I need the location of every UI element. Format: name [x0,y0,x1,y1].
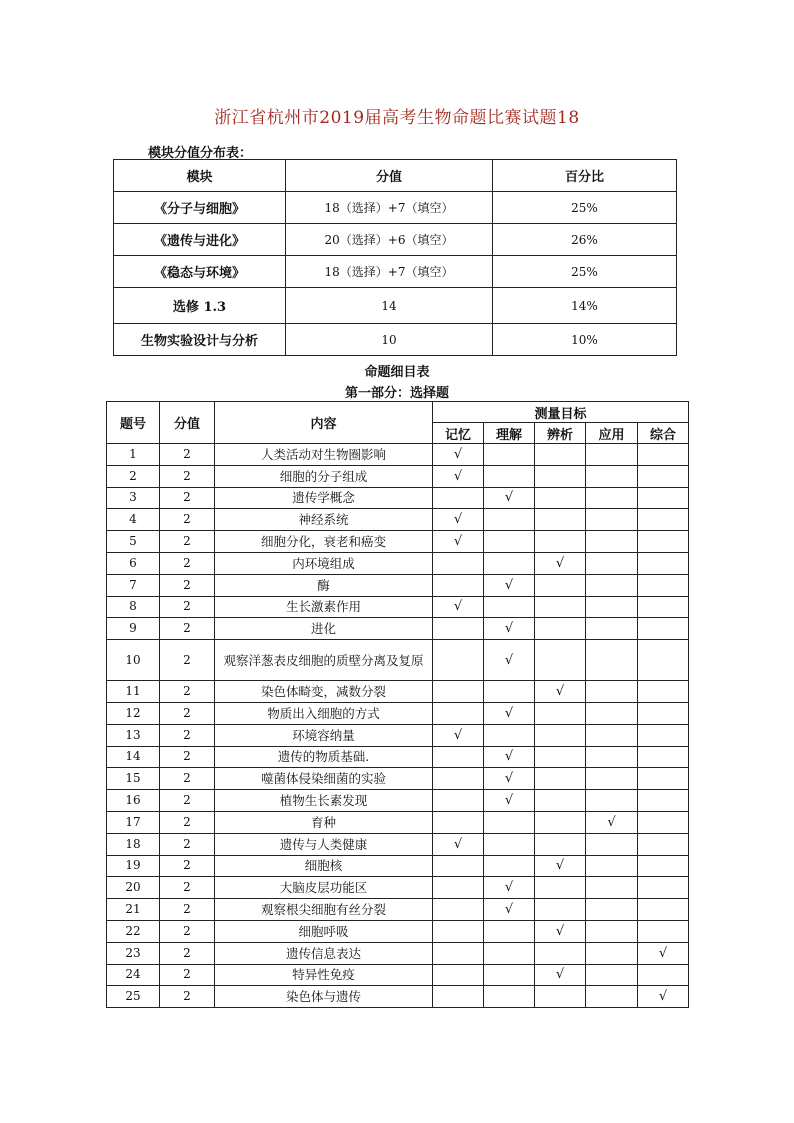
header-content: 内容 [215,402,433,444]
target-cell [638,942,689,964]
check-mark-icon: √ [453,836,463,852]
target-cell [433,724,484,746]
target-cell [535,833,586,855]
question-number-cell: 18 [107,833,160,855]
content-cell: 酶 [215,574,433,596]
target-cell [484,833,535,855]
target-cell [433,531,484,553]
question-number-cell: 10 [107,640,160,681]
table-row [107,596,689,618]
target-cell [433,509,484,531]
header-score: 分值 [160,402,215,444]
content-cell: 遗传学概念 [215,487,433,509]
target-cell [535,531,586,553]
target-cell [535,487,586,509]
target-cell [484,724,535,746]
check-mark-icon: √ [453,727,463,743]
target-cell [433,618,484,640]
table-row [107,942,689,964]
target-cell [433,574,484,596]
header-target-cell: 应用 [586,423,638,444]
module-name-cell: 《稳态与环境》 [114,256,286,288]
module-percent-cell: 14% [493,288,677,324]
target-cell [484,855,535,877]
score-cell: 2 [160,552,215,574]
target-cell [586,509,638,531]
question-number-cell: 17 [107,811,160,833]
question-number-cell: 9 [107,618,160,640]
module-score-cell: 14 [286,288,493,324]
target-cell [484,986,535,1008]
check-mark-icon: √ [504,621,514,637]
target-cell [586,640,638,681]
target-cell [433,920,484,942]
target-cell [433,596,484,618]
target-cell [535,640,586,681]
target-cell [535,899,586,921]
detail-table-title: 命题细目表 [364,365,430,380]
target-cell [638,487,689,509]
target-cell [433,877,484,899]
target-cell [586,618,638,640]
check-mark-icon: √ [555,858,565,874]
target-cell [586,833,638,855]
table-row [107,877,689,899]
target-cell [638,964,689,986]
score-cell: 2 [160,702,215,724]
target-cell [433,942,484,964]
header-target-cell: 记忆 [433,423,484,444]
score-cell: 2 [160,640,215,681]
target-cell [586,877,638,899]
score-cell: 2 [160,618,215,640]
question-number-cell: 1 [107,444,160,466]
target-cell [638,465,689,487]
target-cell [638,702,689,724]
table-row [107,702,689,724]
target-cell [484,877,535,899]
table-row [107,986,689,1008]
score-cell: 2 [160,964,215,986]
target-cell [433,986,484,1008]
target-cell [638,855,689,877]
check-mark-icon: √ [555,555,565,571]
target-cell [535,681,586,703]
question-number-cell: 15 [107,768,160,790]
score-cell: 2 [160,855,215,877]
content-cell: 遗传与人类健康 [215,833,433,855]
question-number-cell: 11 [107,681,160,703]
table-row [107,724,689,746]
check-mark-icon: √ [453,512,463,528]
module-row [114,288,677,324]
table-row [107,964,689,986]
target-cell [535,942,586,964]
target-cell [535,465,586,487]
target-cell [535,618,586,640]
target-cell [433,811,484,833]
target-cell [433,552,484,574]
check-mark-icon: √ [658,989,668,1005]
question-number-cell: 20 [107,877,160,899]
target-cell [586,790,638,812]
target-cell [433,768,484,790]
score-cell: 2 [160,531,215,553]
detail-header-row [107,402,689,423]
question-number-cell: 21 [107,899,160,921]
question-detail-table [106,401,689,1008]
question-number-cell: 2 [107,465,160,487]
target-cell [484,920,535,942]
question-number-cell: 5 [107,531,160,553]
table-row [107,531,689,553]
question-number-cell: 7 [107,574,160,596]
target-cell [535,877,586,899]
target-cell [586,811,638,833]
target-cell [638,833,689,855]
check-mark-icon: √ [555,923,565,939]
target-cell [535,746,586,768]
module-name-cell: 生物实验设计与分析 [114,324,286,356]
check-mark-icon: √ [504,771,514,787]
document-title: 浙江省杭州市2019届高考生物命题比赛试题18 [214,108,580,128]
check-mark-icon: √ [504,880,514,896]
check-mark-icon: √ [453,446,463,462]
target-cell [586,444,638,466]
score-cell: 2 [160,724,215,746]
header-target-cell: 理解 [484,423,535,444]
target-cell [484,702,535,724]
content-cell: 特异性免疫 [215,964,433,986]
target-cell [433,444,484,466]
target-cell [638,724,689,746]
module-row [114,192,677,224]
check-mark-icon: √ [504,577,514,593]
table-row [107,811,689,833]
content-cell: 细胞呼吸 [215,920,433,942]
target-cell [638,811,689,833]
table-row [107,465,689,487]
target-cell [535,768,586,790]
check-mark-icon: √ [555,684,565,700]
question-number-cell: 25 [107,986,160,1008]
target-cell [586,724,638,746]
target-cell [586,920,638,942]
target-cell [433,702,484,724]
score-cell: 2 [160,596,215,618]
target-cell [535,986,586,1008]
table-row [107,855,689,877]
content-cell: 遗传的物质基础. [215,746,433,768]
target-cell [433,833,484,855]
table-row [107,768,689,790]
content-cell: 育种 [215,811,433,833]
target-cell [638,596,689,618]
target-cell [484,596,535,618]
module-score-cell: 18（选择）+7（填空） [286,256,493,288]
table-row [107,574,689,596]
module-percent-cell: 10% [493,324,677,356]
target-cell [586,746,638,768]
content-cell: 染色体与遗传 [215,986,433,1008]
score-cell: 2 [160,899,215,921]
detail-table-subtitle: 第一部分：选择题 [344,386,449,401]
target-cell [433,790,484,812]
table-row [107,920,689,942]
target-cell [586,552,638,574]
table-row [107,746,689,768]
target-cell [586,574,638,596]
target-cell [484,790,535,812]
module-row [114,224,677,256]
check-mark-icon: √ [504,749,514,765]
target-cell [484,811,535,833]
target-cell [484,444,535,466]
table-row [107,444,689,466]
target-cell [638,790,689,812]
score-cell: 2 [160,790,215,812]
target-cell [586,487,638,509]
module-name-cell: 《分子与细胞》 [114,192,286,224]
question-number-cell: 14 [107,746,160,768]
content-cell: 细胞的分子组成 [215,465,433,487]
target-cell [535,790,586,812]
target-cell [586,768,638,790]
score-cell: 2 [160,574,215,596]
table-row [107,790,689,812]
score-cell: 2 [160,768,215,790]
target-cell [484,552,535,574]
score-cell: 2 [160,942,215,964]
table-row [107,899,689,921]
header-measure-target: 测量目标 [433,402,689,423]
target-cell [535,855,586,877]
target-cell [535,509,586,531]
target-cell [484,768,535,790]
target-cell [484,640,535,681]
target-cell [433,899,484,921]
score-cell: 2 [160,487,215,509]
module-header-cell: 百分比 [493,160,677,192]
target-cell [535,552,586,574]
target-cell [586,942,638,964]
target-cell [433,487,484,509]
target-cell [433,855,484,877]
check-mark-icon: √ [504,793,514,809]
table-row [107,509,689,531]
content-cell: 生长激素作用 [215,596,433,618]
module-percent-cell: 25% [493,192,677,224]
target-cell [484,487,535,509]
target-cell [638,509,689,531]
target-cell [433,681,484,703]
content-cell: 神经系统 [215,509,433,531]
target-cell [586,702,638,724]
header-target-cell: 综合 [638,423,689,444]
module-name-cell: 《遗传与进化》 [114,224,286,256]
module-percent-cell: 25% [493,256,677,288]
header-target-cell: 辨析 [535,423,586,444]
check-mark-icon: √ [555,967,565,983]
content-cell: 进化 [215,618,433,640]
target-cell [638,746,689,768]
score-cell: 2 [160,509,215,531]
content-cell: 植物生长素发现 [215,790,433,812]
content-cell: 观察洋葱表皮细胞的质壁分离及复原 [215,640,433,681]
module-row [114,256,677,288]
question-number-cell: 13 [107,724,160,746]
target-cell [484,531,535,553]
target-cell [484,681,535,703]
question-number-cell: 22 [107,920,160,942]
module-score-cell: 10 [286,324,493,356]
content-cell: 观察根尖细胞有丝分裂 [215,899,433,921]
module-header-cell: 分值 [286,160,493,192]
target-cell [638,877,689,899]
target-cell [484,746,535,768]
score-cell: 2 [160,681,215,703]
module-header-cell: 模块 [114,160,286,192]
module-percent-cell: 26% [493,224,677,256]
table-row [107,640,689,681]
content-cell: 大脑皮层功能区 [215,877,433,899]
target-cell [638,899,689,921]
target-cell [535,724,586,746]
question-number-cell: 19 [107,855,160,877]
target-cell [638,986,689,1008]
target-cell [484,509,535,531]
question-number-cell: 16 [107,790,160,812]
table-row [107,618,689,640]
module-name-cell: 选修 1.3 [114,288,286,324]
check-mark-icon: √ [453,468,463,484]
target-cell [433,746,484,768]
score-cell: 2 [160,444,215,466]
check-mark-icon: √ [453,534,463,550]
target-cell [535,444,586,466]
content-cell: 环境容纳量 [215,724,433,746]
content-cell: 人类活动对生物圈影响 [215,444,433,466]
table-row [107,487,689,509]
question-number-cell: 3 [107,487,160,509]
target-cell [433,465,484,487]
target-cell [586,986,638,1008]
target-cell [535,596,586,618]
check-mark-icon: √ [607,814,616,830]
target-cell [638,681,689,703]
header-question-number: 题号 [107,402,160,444]
target-cell [535,964,586,986]
check-mark-icon: √ [504,490,514,506]
score-cell: 2 [160,811,215,833]
score-cell: 2 [160,746,215,768]
module-score-table [113,159,677,356]
target-cell [535,920,586,942]
content-cell: 物质出入细胞的方式 [215,702,433,724]
target-cell [586,899,638,921]
content-cell: 细胞分化，衰老和癌变 [215,531,433,553]
check-mark-icon: √ [504,705,514,721]
question-number-cell: 6 [107,552,160,574]
score-cell: 2 [160,833,215,855]
content-cell: 噬菌体侵染细菌的实验 [215,768,433,790]
module-table-caption: 模块分值分布表： [148,146,253,161]
target-cell [535,574,586,596]
table-row [107,681,689,703]
target-cell [484,899,535,921]
content-cell: 染色体畸变，减数分裂 [215,681,433,703]
target-cell [484,618,535,640]
module-table-header-row [114,160,677,192]
question-number-cell: 23 [107,942,160,964]
target-cell [535,702,586,724]
target-cell [638,444,689,466]
content-cell: 内环境组成 [215,552,433,574]
target-cell [433,964,484,986]
question-number-cell: 8 [107,596,160,618]
question-number-cell: 24 [107,964,160,986]
target-cell [638,768,689,790]
check-mark-icon: √ [453,599,463,615]
table-row [107,552,689,574]
content-cell: 细胞核 [215,855,433,877]
target-cell [586,596,638,618]
check-mark-icon: √ [504,652,514,668]
target-cell [586,531,638,553]
target-cell [484,574,535,596]
target-cell [586,681,638,703]
target-cell [586,964,638,986]
score-cell: 2 [160,465,215,487]
target-cell [638,574,689,596]
target-cell [484,942,535,964]
target-cell [586,855,638,877]
target-cell [586,465,638,487]
check-mark-icon: √ [504,902,514,918]
question-number-cell: 4 [107,509,160,531]
target-cell [638,640,689,681]
table-row [107,833,689,855]
module-score-cell: 18（选择）+7（填空） [286,192,493,224]
target-cell [535,811,586,833]
target-cell [638,618,689,640]
module-score-cell: 20（选择）+6（填空） [286,224,493,256]
target-cell [433,640,484,681]
check-mark-icon: √ [658,945,668,961]
target-cell [484,964,535,986]
score-cell: 2 [160,877,215,899]
question-number-cell: 12 [107,702,160,724]
target-cell [638,531,689,553]
score-cell: 2 [160,920,215,942]
target-cell [638,552,689,574]
target-cell [638,920,689,942]
module-row [114,324,677,356]
score-cell: 2 [160,986,215,1008]
target-cell [484,465,535,487]
content-cell: 遗传信息表达 [215,942,433,964]
